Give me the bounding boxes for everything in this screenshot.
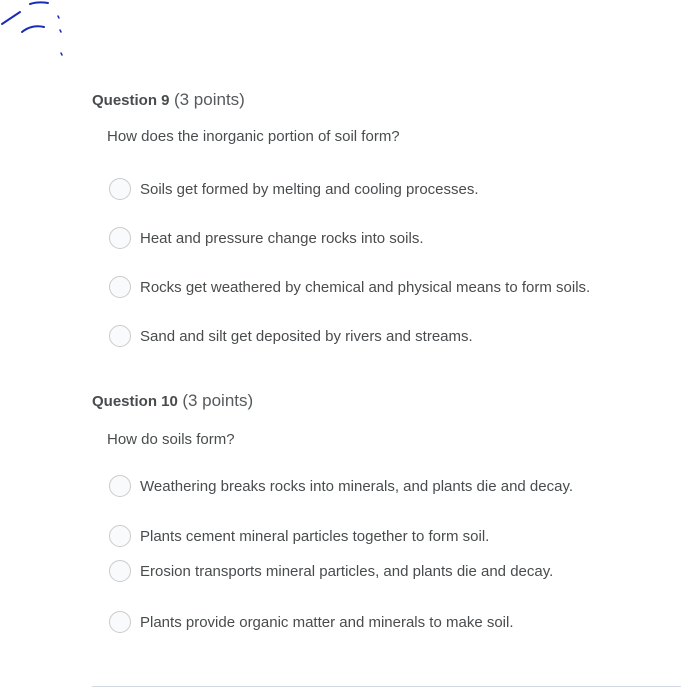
answer-option-text: Sand and silt get deposited by rivers and streams. [140,327,473,345]
radio-button[interactable] [109,560,131,582]
question-heading [92,90,245,110]
section-divider [92,686,681,687]
question-label: Question 10 [92,393,178,410]
question-points: (3 points) [182,391,254,410]
pen-scribble-marks [0,0,70,60]
radio-button[interactable] [109,227,131,249]
answer-option[interactable] [109,609,514,635]
question-points: (3 points) [173,90,245,109]
answer-option[interactable] [109,473,573,499]
answer-option-text: Plants provide organic matter and minerals to make soil. [140,613,514,631]
answer-option-text: Erosion transports mineral particles, and plants die and decay. [140,562,554,580]
question-label: Question 9 [92,92,170,109]
answer-option-text: Heat and pressure change rocks into soils. [140,229,424,247]
answer-option-text: Weathering breaks rocks into minerals, and plants die and decay. [140,477,574,495]
radio-button[interactable] [109,276,131,298]
question-prompt: How does the inorganic portion of soil form? [107,128,400,145]
answer-option-text: Rocks get weathered by chemical and physical means to form soils. [140,278,591,296]
answer-option[interactable] [109,176,479,202]
answer-option-text: Plants cement mineral particles together to form soil. [140,527,490,545]
radio-button[interactable] [109,475,131,497]
answer-option[interactable] [109,523,489,549]
answer-option[interactable] [109,558,553,584]
question-prompt: How do soils form? [107,431,235,448]
answer-option[interactable] [109,274,590,300]
question-9 [92,90,672,350]
answer-option[interactable] [109,225,423,251]
answer-option[interactable] [109,323,473,349]
question-heading [92,391,253,411]
radio-button[interactable] [109,325,131,347]
radio-button[interactable] [109,178,131,200]
radio-button[interactable] [109,525,131,547]
answer-option-text: Soils get formed by melting and cooling processes. [140,180,479,198]
radio-button[interactable] [109,611,131,633]
question-10 [92,391,672,641]
